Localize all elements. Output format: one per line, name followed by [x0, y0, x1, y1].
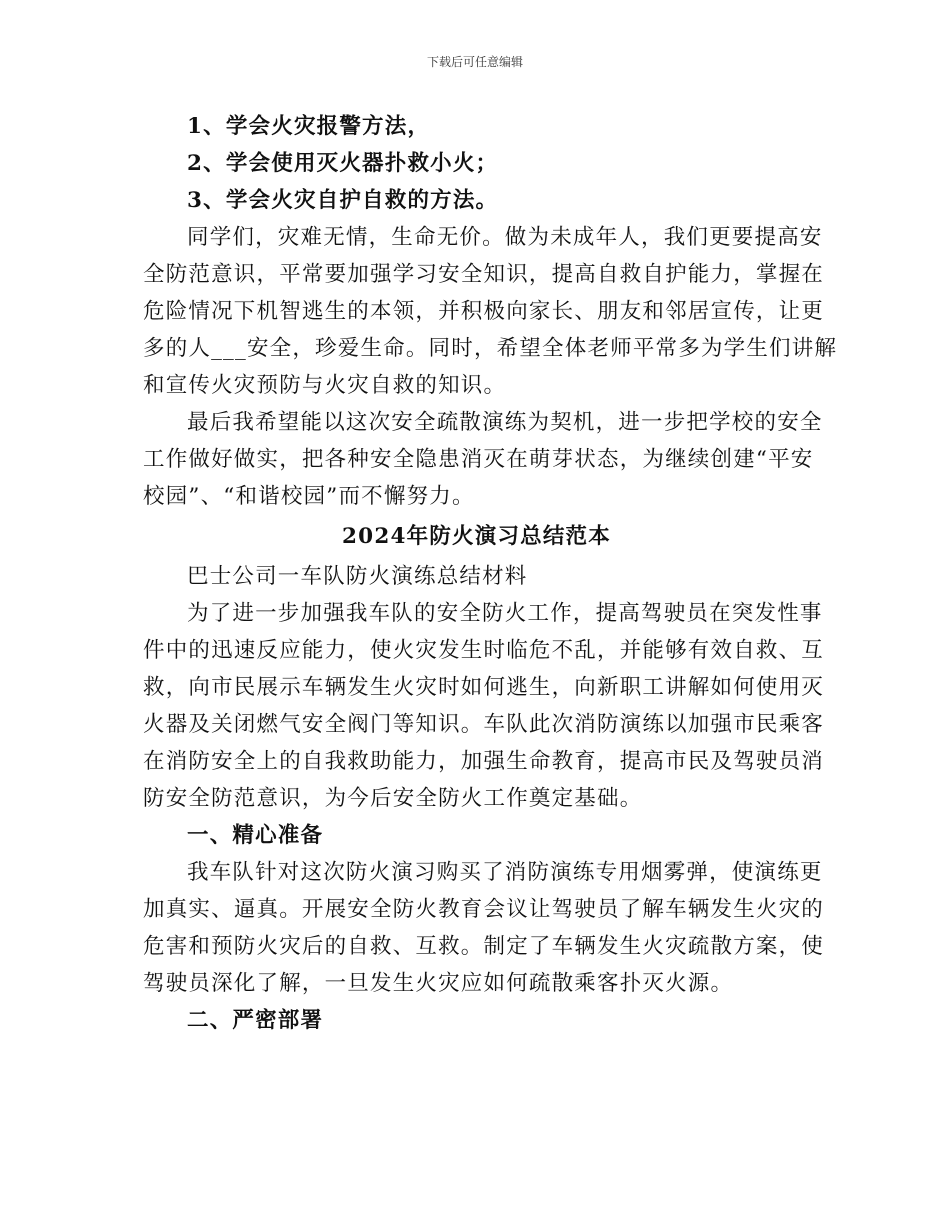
- paragraph-line: 同学们，灾难无情，生命无价。做为未成年人，我们更要提高安: [187, 225, 823, 250]
- section-heading: 一、精心准备: [187, 823, 324, 848]
- document-title: 2024年防火演习总结范本: [342, 524, 611, 549]
- section-heading: 二、严密部署: [187, 1008, 324, 1033]
- list-item: 3、学会火灾自护自救的方法。: [187, 188, 499, 213]
- paragraph-line: 和宣传火灾预防与火灾自救的知识。: [143, 373, 507, 398]
- paragraph-line: 驾驶员深化了解，一旦发生火灾应如何疏散乘客扑灭火源。: [143, 971, 734, 996]
- paragraph-line: 件中的迅速反应能力，使火灾发生时临危不乱，并能够有效自救、互: [143, 638, 825, 663]
- paragraph-line: 在消防安全上的自我救助能力，加强生命教育，提高市民及驾驶员消: [143, 749, 825, 774]
- document-body: [143, 108, 838, 1039]
- paragraph-line: 多的人___安全，珍爱生命。同时，希望全体老师平常多为学生们讲解: [143, 336, 838, 361]
- paragraph-line: 全防范意识，平常要加强学习安全知识，提高自救自护能力，掌握在: [143, 262, 825, 287]
- header-note: 下载后可任意编辑: [426, 55, 523, 69]
- list-item: 2、学会使用灭火器扑救小火；: [187, 151, 499, 176]
- list-item: 1、学会火灾报警方法，: [187, 114, 431, 139]
- paragraph-line: 防安全防范意识，为今后安全防火工作奠定基础。: [143, 786, 643, 811]
- paragraph-line: 危害和预防火灾后的自救、互救。制定了车辆发生火灾疏散方案，使: [143, 934, 825, 959]
- paragraph-line: 救，向市民展示车辆发生火灾时如何逃生，向新职工讲解如何使用灭: [143, 675, 825, 700]
- paragraph-line: 校园”、“和谐校园”而不懈努力。: [143, 484, 475, 509]
- paragraph-line: 加真实、逼真。开展安全防火教育会议让驾驶员了解车辆发生火灾的: [143, 897, 825, 922]
- document-subtitle: 巴士公司一车队防火演练总结材料: [187, 564, 528, 589]
- paragraph-line: 工作做好做实，把各种安全隐患消灭在萌芽状态，为继续创建“平安: [143, 447, 814, 472]
- paragraph-line: 危险情况下机智逃生的本领，并积极向家长、朋友和邻居宣传，让更: [143, 299, 825, 324]
- paragraph-line: 最后我希望能以这次安全疏散演练为契机，进一步把学校的安全: [187, 410, 823, 435]
- paragraph-line: 我车队针对这次防火演习购买了消防演练专用烟雾弹，使演练更: [187, 860, 823, 885]
- paragraph-line: 为了进一步加强我车队的安全防火工作，提高驾驶员在突发性事: [187, 601, 823, 626]
- paragraph-line: 火器及关闭燃气安全阀门等知识。车队此次消防演练以加强市民乘客: [143, 712, 825, 737]
